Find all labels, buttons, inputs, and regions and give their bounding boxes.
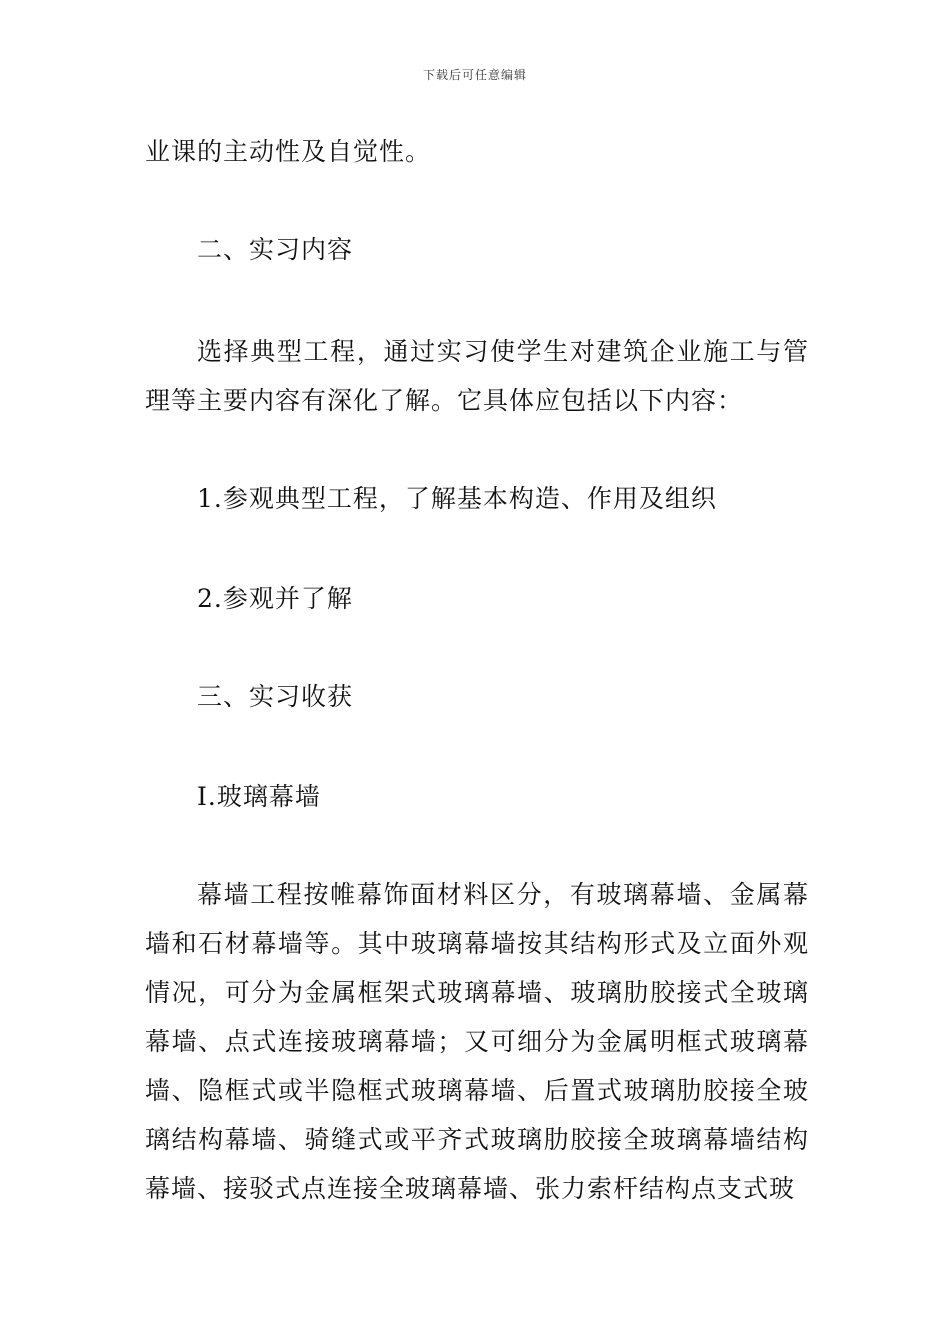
subsection-heading-glass-curtain-wall: I.玻璃幕墙 xyxy=(197,782,321,811)
section-heading-internship-gains: 三、实习收获 xyxy=(197,682,354,711)
list-item-1: 1.参观典型工程，了解基本构造、作用及组织 xyxy=(197,484,717,513)
paragraph-curtain-wall-description: 幕墙工程按帷幕饰面材料区分，有玻璃幕墙、金属幕墙和石材幕墙等。其中玻璃幕墙按其结构形式及立面外观情况，可分为金属框架式玻璃幕墙、玻璃肋胶接式全玻璃幕墙、点式连接玻璃幕墙；又可细分为金属明框式玻璃幕墙、隐框式或半隐框式玻璃幕墙、后置式玻璃肋胶接全玻璃结构幕墙、骑缝式或平齐式玻璃肋胶接全玻璃幕墙结构幕墙、接驳式点连接全玻璃幕墙、张力索杆结构点支式玻 xyxy=(145,880,809,1203)
page-header: 下载后可任意编辑 xyxy=(422,68,527,82)
list-item-2: 2.参观并了解 xyxy=(197,584,353,613)
section-heading-internship-content: 二、实习内容 xyxy=(197,235,354,264)
paragraph-intro: 选择典型工程，通过实习使学生对建筑企业施工与管理等主要内容有深化了解。它具体应包括以下内容： xyxy=(145,337,809,415)
paragraph-continuation: 业课的主动性及自觉性。 xyxy=(145,137,432,166)
